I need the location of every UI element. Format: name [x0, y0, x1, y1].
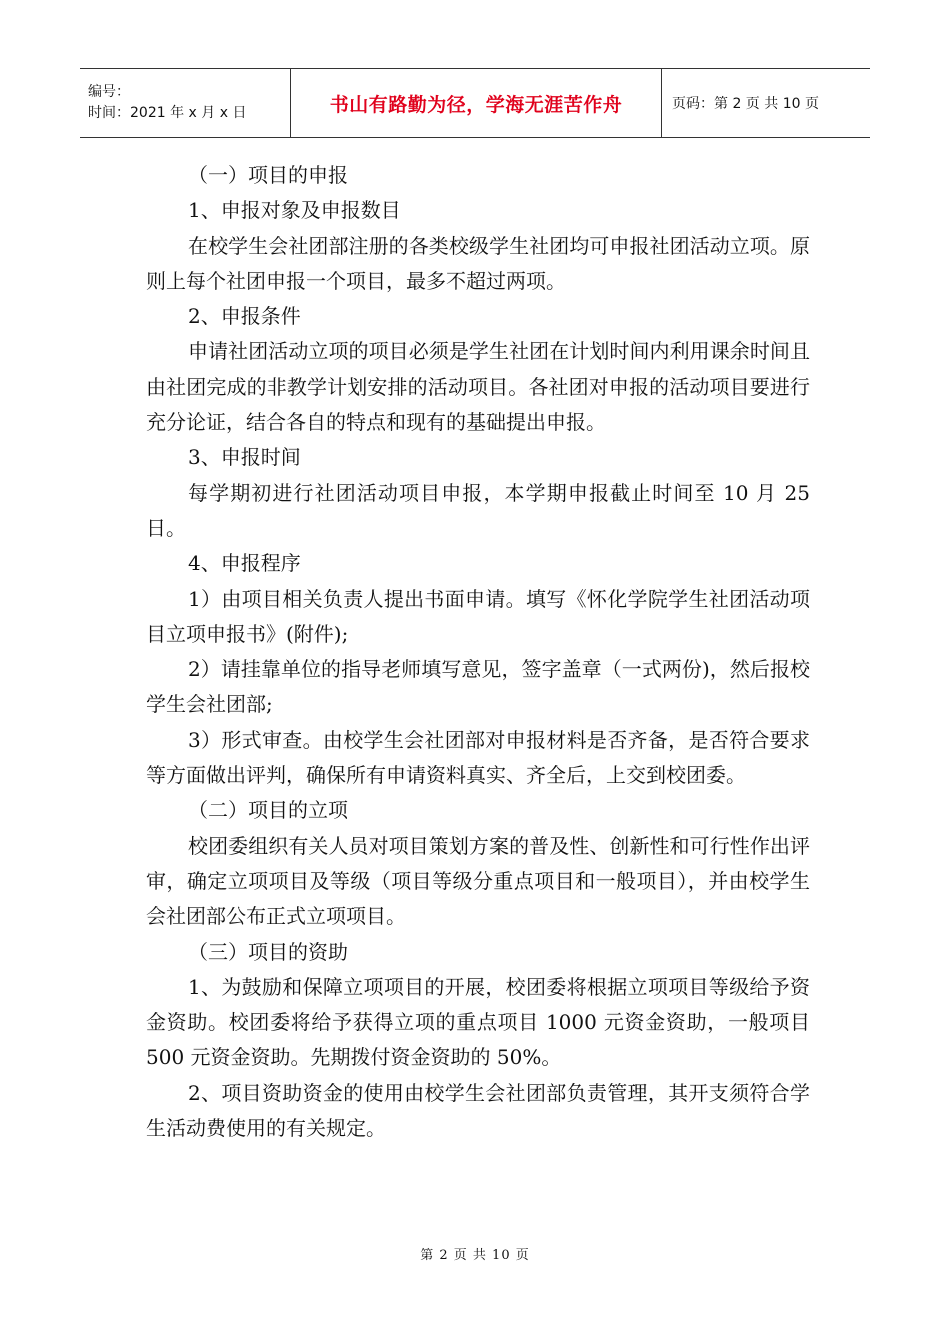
subheading-1: 1、申报对象及申报数目 — [188, 198, 401, 223]
section-heading-3: （三）项目的资助 — [188, 939, 348, 964]
document-body — [146, 158, 810, 1146]
header-meta — [80, 69, 291, 137]
paragraph: 在校学生会社团部注册的各类校级学生社团均可申报社团活动立项。原则上每个社团申报一个项目，最多不超过两项。 — [146, 233, 810, 293]
document-header — [80, 68, 870, 138]
paragraph: 2、项目资助资金的使用由校学生会社团部负责管理，其开支须符合学生活动费使用的有关规定。 — [146, 1080, 810, 1141]
list-item: 1）由项目相关负责人提出书面申请。填写《怀化学院学生社团活动项目立项申报书》(附件); — [146, 586, 810, 646]
subheading-3: 3、申报时间 — [188, 445, 301, 470]
page-footer: 第 2 页 共 10 页 — [420, 1248, 530, 1263]
subheading-4: 4、申报程序 — [188, 551, 301, 576]
list-item: 2）请挂靠单位的指导老师填写意见，签字盖章（一式两份)，然后报校学生会社团部; — [146, 657, 810, 717]
paragraph: 1、为鼓励和保障立项项目的开展，校团委将根据立项项目等级给予资金资助。校团委将给予获得立项的重点项目 1000 元资金资助，一般项目 500 元资金资助。先期拨付资金资助的 50%。 — [146, 974, 810, 1070]
header-motto-cell — [291, 69, 662, 137]
paragraph: 每学期初进行社团活动项目申报，本学期申报截止时间至 10 月 25 日。 — [146, 480, 810, 540]
list-item: 3）形式审查。由校学生会社团部对申报材料是否齐备，是否符合要求等方面做出评判，确保所有申请资料真实、齐全后，上交到校团委。 — [146, 727, 810, 788]
paragraph: 申请社团活动立项的项目必须是学生社团在计划时间内利用课余时间且由社团完成的非教学计划安排的活动项目。各社团对申报的活动项目要进行充分论证，结合各自的特点和现有的基础提出申报。 — [146, 339, 810, 435]
doc-number-label: 编号： — [88, 84, 130, 100]
section-heading-1: （一）项目的申报 — [188, 163, 348, 187]
paragraph: 校团委组织有关人员对项目策划方案的普及性、创新性和可行性作出评审，确定立项项目及等级（项目等级分重点项目和一般项目），并由校学生会社团部公布正式立项项目。 — [146, 833, 810, 929]
doc-time-label: 时间：2021 年 x 月 x 日 — [88, 105, 247, 121]
header-motto: 书山有路勤为径，学海无涯苦作舟 — [329, 93, 623, 116]
header-page-info: 页码：第 2 页 共 10 页 — [672, 96, 819, 112]
subheading-2: 2、申报条件 — [188, 304, 301, 329]
section-heading-2: （二）项目的立项 — [188, 798, 348, 823]
